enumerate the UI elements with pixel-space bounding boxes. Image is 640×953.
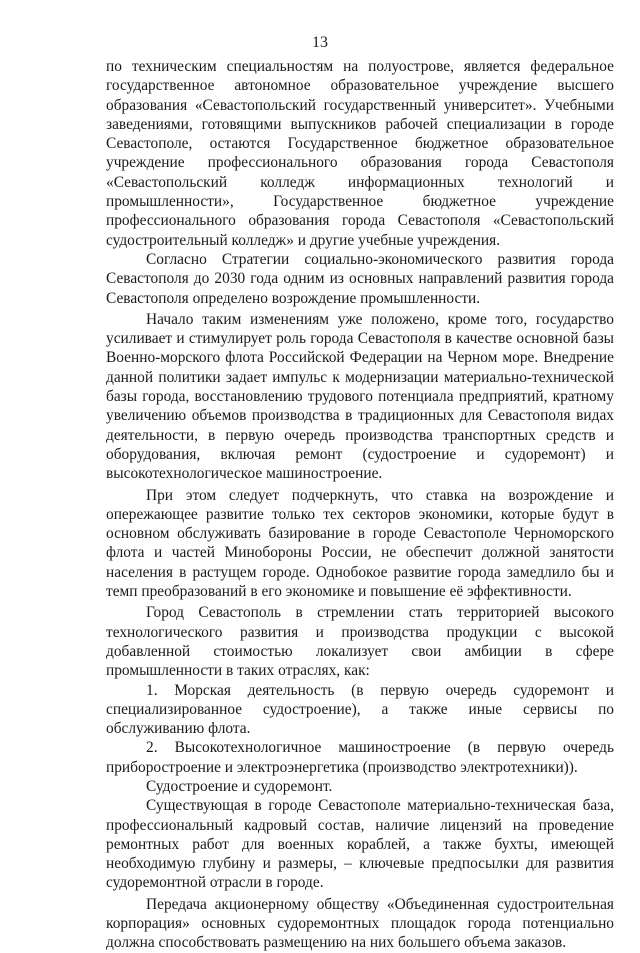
paragraph-industry-ambitions: Город Севастополь в стремлении стать территорией высокого технологического развития и производства продукции с высокой добавленной стоимостью локализует свои амбиции в сфере промышленности в таких отраслях, как:: [106, 604, 614, 680]
paragraph-usc-transfer: Передача акционерному обществу «Объединенная судостроительная корпорация» основных судоремонтных площадок города потенциально должна способствовать размещению на них большего объема заказов.: [106, 895, 614, 952]
list-item-maritime: 1. Морская деятельность (в первую очередь судоремонт и специализированное судостроение), а также иные сервисы по обслуживанию флота.: [106, 681, 614, 738]
paragraph-strategy-2030: Согласно Стратегии социально-экономического развития города Севастополя до 2030 года одним из основных направлений развития города Севастополя определено возрождение промышленности.: [106, 250, 614, 307]
paragraph-employment-warning: При этом следует подчеркнуть, что ставка на возрождение и опережающее развитие только тех секторов экономики, которые будут в основном обслуживать базирование в городе Севастополе Черноморского флота и частей Минобороны России, не обеспечит должной занятости населения в растущем городе. Однобокое развитие города замедлило бы и темп преобразований в его экономике и повышение её эффективности.: [106, 486, 614, 601]
list-item-engineering: 2. Высокотехнологичное машиностроение (в первую очередь приборостроение и электроэнергетика (производство электротехники)).: [106, 739, 614, 776]
paragraph-navy-base: Начало таким изменениям уже положено, кроме того, государство усиливает и стимулирует роль города Севастополя в качестве основной базы Военно-морского флота Российской Федерации на Черном море. Внедрение данной политики задает импульс к модернизации материально-технической базы города, восстановлению трудового потенциала предприятий, кратному увеличению объемов производства в традиционных для Севастополя видах деятельности, в первую очередь производства транспортных средств и оборудования, включая ремонт (судостроение и судоремонт) и высокотехнологическое машиностроение.: [106, 310, 614, 483]
page-number: 13: [312, 34, 328, 51]
paragraph-ship-repair-base: Существующая в городе Севастополе материально-техническая база, профессиональный кадровый состав, наличие лицензий на проведение ремонтных работ для военных кораблей, а также бухты, имеющей необходимую глубину и размеры, – ключевые предпосылки для развития судоремонтной отрасли в городе.: [106, 797, 614, 892]
section-heading-shipbuilding: Судостроение и судоремонт.: [146, 777, 333, 795]
document-body: [106, 57, 614, 953]
paragraph-education-institutions: по техническим специальностям на полуострове, является федеральное государственное автономное образовательное учреждение высшего образования «Севастопольский государственный университет». Учебными заведениями, готовящими выпускников рабочей специализации в городе Севастополе, остаются Государственное бюджетное образовательное учреждение профессионального образования города Севастополя «Севастопольский колледж информационных технологий и промышленности», Государственное бюджетное учреждение профессионального образования города Севастополя «Севастопольский судостроительный колледж» и другие учебные учреждения.: [106, 58, 614, 249]
